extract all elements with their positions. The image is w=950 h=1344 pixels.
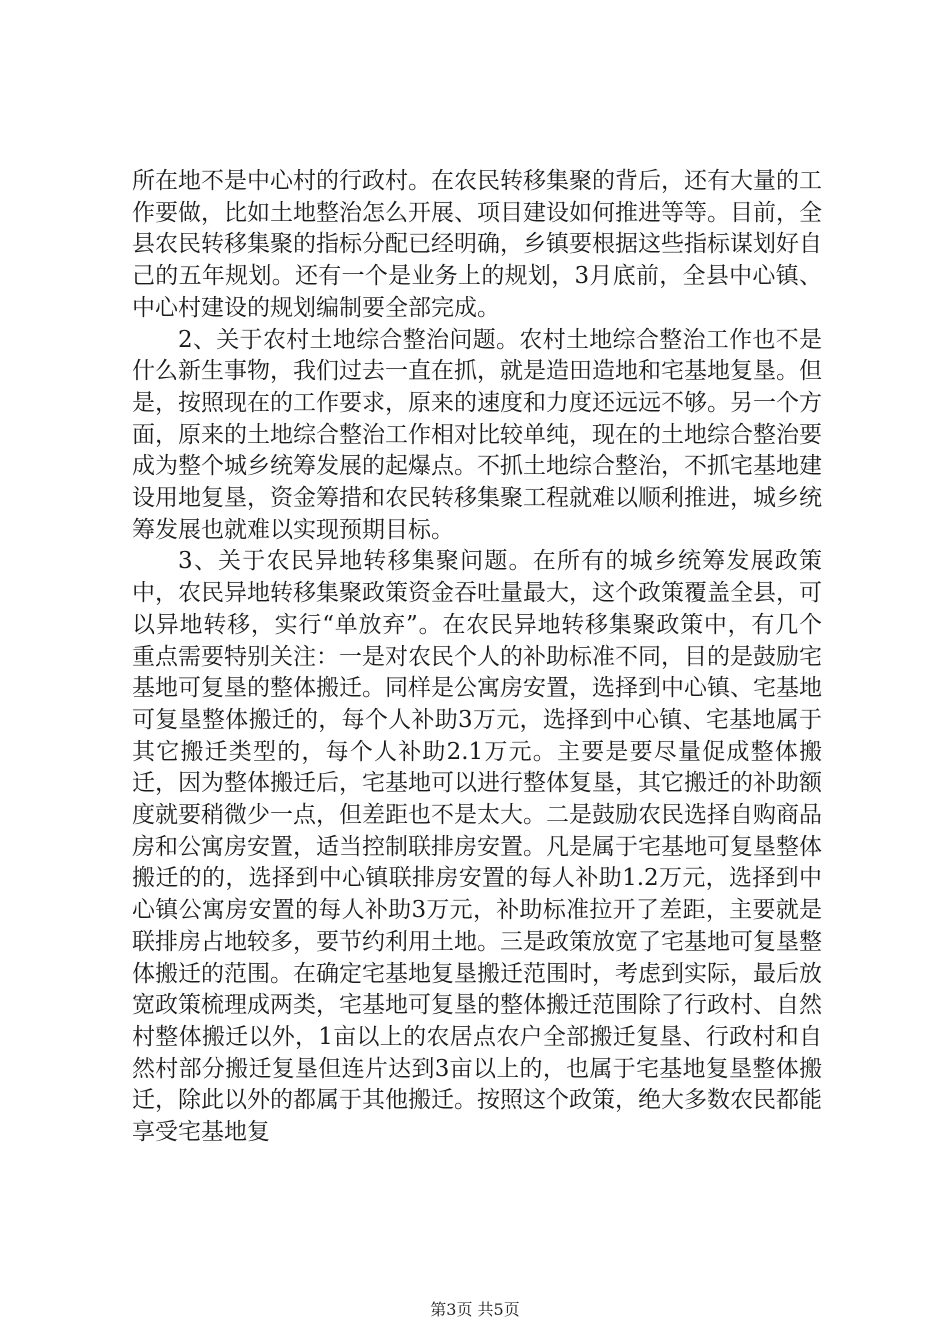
page-footer: 第3页 共5页 [430,1300,520,1319]
paragraph-2: 2、关于农村土地综合整治问题。农村土地综合整治工作也不是什么新生事物，我们过去一直在抓，就是造田造地和宅基地复垦。但是，按照现在的工作要求，原来的速度和力度还远远不够。另一个方面，原来的土地综合整治工作相对比较单纯，现在的土地综合整治要成为整个城乡统筹发展的起爆点。不抓土地综合整治，不抓宅基地建设用地复垦，资金筹措和农民转移集聚工程就难以顺利推进，城乡统筹发展也就难以实现预期目标。 [132,326,822,543]
document-body [132,166,822,1149]
paragraph-1: 所在地不是中心村的行政村。在农民转移集聚的背后，还有大量的工作要做，比如土地整治怎么开展、项目建设如何推进等等。目前，全县农民转移集聚的指标分配已经明确，乡镇要根据这些指标谋划好自己的五年规划。还有一个是业务上的规划，3月底前，全县中心镇、中心村建设的规划编制要全部完成。 [132,168,822,321]
paragraph-3: 3、关于农民异地转移集聚问题。在所有的城乡统筹发展政策中，农民异地转移集聚政策资金吞吐量最大，这个政策覆盖全县，可以异地转移，实行“单放弃”。在农民异地转移集聚政策中，有几个重点需要特别关注：一是对农民个人的补助标准不同，目的是鼓励宅基地可复垦的整体搬迁。同样是公寓房安置，选择到中心镇、宅基地可复垦整体搬迁的，每个人补助3万元，选择到中心镇、宅基地属于其它搬迁类型的，每个人补助2.1万元。主要是要尽量促成整体搬迁，因为整体搬迁后，宅基地可以进行整体复垦，其它搬迁的补助额度就要稍微少一点，但差距也不是太大。二是鼓励农民选择自购商品房和公寓房安置，适当控制联排房安置。凡是属于宅基地可复垦整体搬迁的的，选择到中心镇联排房安置的每人补助1.2万元，选择到中心镇公寓房安置的每人补助3万元，补助标准拉开了差距，主要就是联排房占地较多，要节约利用土地。三是政策放宽了宅基地可复垦整体搬迁的范围。在确定宅基地复垦搬迁范围时，考虑到实际，最后放宽政策梳理成两类，宅基地可复垦的整体搬迁范围除了行政村、自然村整体搬迁以外，1亩以上的农居点农户全部搬迁复垦、行政村和自然村部分搬迁复垦但连片达到3亩以上的，也属于宅基地复垦整体搬迁，除此以外的都属于其他搬迁。按照这个政策，绝大多数农民都能享受宅基地复 [132,548,822,1146]
